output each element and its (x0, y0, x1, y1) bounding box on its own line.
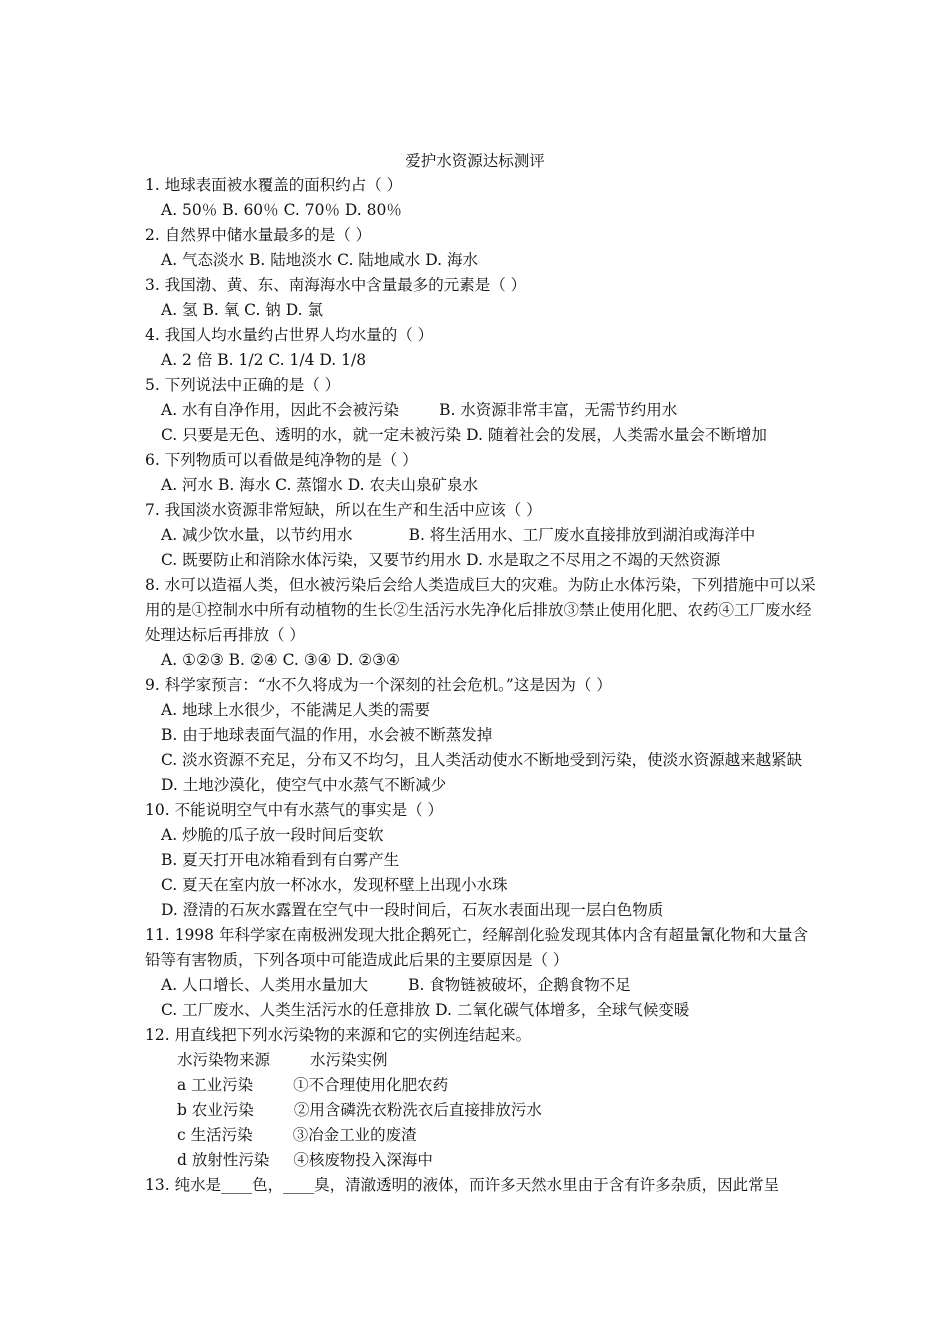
matching-row-c (145, 1123, 817, 1148)
option-11b: B. 食物链被破坏，企鹅食物不足 (408, 976, 631, 994)
option-9b: B. 由于地球表面气温的作用，水会被不断蒸发掉 (161, 726, 493, 744)
option-10a: A. 炒脆的瓜子放一段时间后变软 (161, 826, 384, 844)
question-1: 1. 地球表面被水覆盖的面积约占（ ） (145, 176, 403, 194)
option-10b: B. 夏天打开电冰箱看到有白雾产生 (161, 851, 400, 869)
option-7a: A. 减少饮水量，以节约用水 (161, 526, 353, 544)
options-11-row1 (145, 973, 817, 998)
matching-row-b (145, 1098, 817, 1123)
options-1: A. 50％ B. 60％ C. 70％ D. 80％ (161, 201, 402, 219)
option-5b: B. 水资源非常丰富，无需节约用水 (439, 401, 678, 419)
question-8: 8. 水可以造福人类，但水被污染后会给人类造成巨大的灾难。为防止水体污染，下列措施中可以采用的是①控制水中所有动植物的生长②生活污水先净化后排放③禁止使用化肥、农药④工厂废水经处理达标后再排放（ ） (145, 576, 816, 644)
matching-header-example: 水污染实例 (310, 1051, 388, 1069)
matching-example-3: ③冶金工业的废渣 (292, 1126, 417, 1144)
question-9: 9. 科学家预言：“水不久将成为一个深刻的社会危机。”这是因为（ ） (145, 676, 612, 694)
matching-source-b: b 农业污染 (177, 1101, 254, 1119)
options-6: A. 河水 B. 海水 C. 蒸馏水 D. 农夫山泉矿泉水 (161, 476, 478, 494)
question-2: 2. 自然界中储水量最多的是（ ） (145, 226, 372, 244)
question-7: 7. 我国淡水资源非常短缺，所以在生产和生活中应该（ ） (145, 501, 542, 519)
question-10: 10. 不能说明空气中有水蒸气的事实是（ ） (145, 801, 444, 819)
question-6: 6. 下列物质可以看做是纯净物的是（ ） (145, 451, 418, 469)
question-13: 13. 纯水是____色，____臭，清澈透明的液体，而许多天然水里由于含有许多杂质，因此常呈 (145, 1176, 780, 1194)
question-list (145, 173, 817, 1198)
options-5-row1 (145, 398, 817, 423)
matching-header-source: 水污染物来源 (177, 1051, 271, 1069)
matching-header (145, 1048, 817, 1073)
matching-example-2: ②用含磷洗衣粉洗衣后直接排放污水 (293, 1101, 542, 1119)
option-10c: C. 夏天在室内放一杯冰水，发现杯壁上出现小水珠 (161, 876, 508, 894)
question-4: 4. 我国人均水量约占世界人均水量的（ ） (145, 326, 434, 344)
option-9a: A. 地球上水很少，不能满足人类的需要 (161, 701, 431, 719)
options-5-row2: C. 只要是无色、透明的水，就一定未被污染 D. 随着社会的发展，人类需水量会不断增加 (161, 426, 767, 444)
option-7b: B. 将生活用水、工厂废水直接排放到湖泊或海洋中 (408, 526, 756, 544)
question-5: 5. 下列说法中正确的是（ ） (145, 376, 341, 394)
matching-source-c: c 生活污染 (177, 1126, 253, 1144)
option-9d: D. 土地沙漠化，使空气中水蒸气不断减少 (161, 776, 447, 794)
matching-example-1: ①不合理使用化肥农药 (293, 1076, 449, 1094)
options-7-row1 (145, 523, 817, 548)
matching-row-a (145, 1073, 817, 1098)
question-11: 11. 1998 年科学家在南极洲发现大批企鹅死亡，经解剖化验发现其体内含有超量氰化物和大量含铅等有害物质，下列各项中可能造成此后果的主要原因是（ ） (145, 926, 808, 969)
options-7-row2: C. 既要防止和消除水体污染，又要节约用水 D. 水是取之不尽用之不竭的天然资源 (161, 551, 721, 569)
matching-source-d: d 放射性污染 (177, 1151, 270, 1169)
option-11a: A. 人口增长、人类用水量加大 (161, 976, 369, 994)
options-3: A. 氢 B. 氧 C. 钠 D. 氯 (161, 301, 323, 319)
options-4: A. 2 倍 B. 1/2 C. 1/4 D. 1/8 (161, 351, 367, 369)
question-12: 12. 用直线把下列水污染物的来源和它的实例连结起来。 (145, 1026, 532, 1044)
matching-row-d (145, 1148, 817, 1173)
options-11-row2: C. 工厂废水、人类生活污水的任意排放 D. 二氧化碳气体增多，全球气候变暖 (161, 1001, 690, 1019)
page-title: 爱护水资源达标测评 (405, 152, 545, 170)
option-9c: C. 淡水资源不充足，分布又不均匀，且人类活动使水不断地受到污染，使淡水资源越来越紧缺 (161, 751, 803, 769)
matching-source-a: a 工业污染 (177, 1076, 254, 1094)
option-5a: A. 水有自净作用，因此不会被污染 (161, 401, 400, 419)
options-2: A. 气态淡水 B. 陆地淡水 C. 陆地咸水 D. 海水 (161, 251, 478, 269)
option-10d: D. 澄清的石灰水露置在空气中一段时间后，石灰水表面出现一层白色物质 (161, 901, 664, 919)
matching-example-4: ④核废物投入深海中 (293, 1151, 433, 1169)
options-8: A. ①②③ B. ②④ C. ③④ D. ②③④ (161, 651, 400, 669)
question-3: 3. 我国渤、黄、东、南海海水中含量最多的元素是（ ） (145, 276, 527, 294)
